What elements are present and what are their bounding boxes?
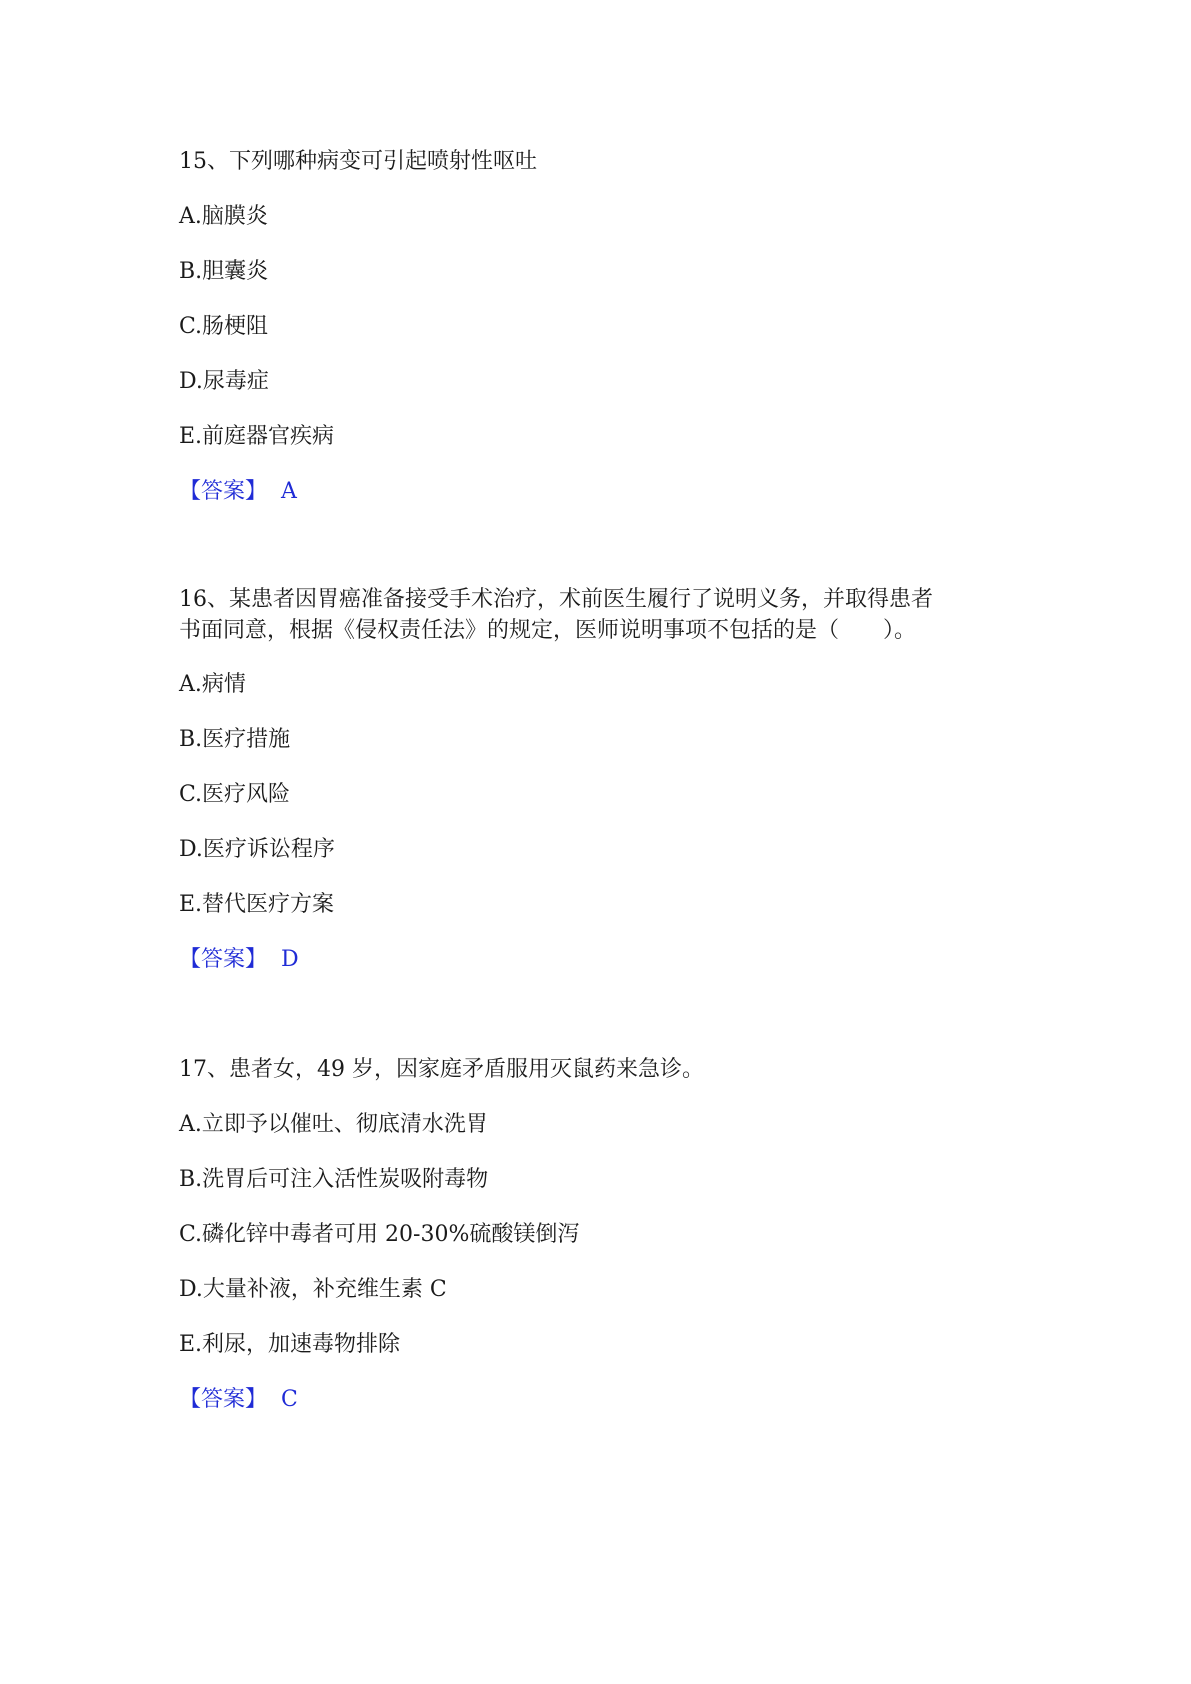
answer-line (179, 477, 297, 507)
option-a: A.病情 (179, 672, 246, 697)
question-stem-continued: 书面同意，根据《侵权责任法》的规定，医师说明事项不包括的是（ ）。 (179, 618, 917, 643)
answer-value: A (281, 479, 297, 504)
answer-label: 【答案】 (179, 479, 268, 504)
option-a: A.脑膜炎 (179, 204, 268, 229)
answer-line (179, 1385, 298, 1415)
answer-label: 【答案】 (179, 1387, 268, 1412)
option-c: C.肠梗阻 (179, 314, 269, 339)
option-e: E.前庭器官疾病 (179, 424, 335, 449)
option-d: D.医疗诉讼程序 (179, 837, 335, 862)
answer-value: C (281, 1387, 298, 1412)
answer-value: D (281, 947, 299, 972)
question-stem: 17、患者女，49 岁，因家庭矛盾服用灭鼠药来急诊。 (179, 1057, 704, 1082)
option-d: D.大量补液，补充维生素 C (179, 1277, 447, 1302)
option-c: C.磷化锌中毒者可用 20-30%硫酸镁倒泻 (179, 1222, 580, 1247)
question-stem: 15、下列哪种病变可引起喷射性呕吐 (179, 149, 537, 174)
answer-line (179, 945, 299, 975)
question-stem: 16、某患者因胃癌准备接受手术治疗，术前医生履行了说明义务，并取得患者 (179, 587, 933, 612)
option-d: D.尿毒症 (179, 369, 269, 394)
option-e: E.替代医疗方案 (179, 892, 335, 917)
option-c: C.医疗风险 (179, 782, 291, 807)
option-b: B.医疗措施 (179, 727, 291, 752)
option-a: A.立即予以催吐、彻底清水洗胃 (179, 1112, 488, 1137)
answer-label: 【答案】 (179, 947, 268, 972)
option-e: E.利尿，加速毒物排除 (179, 1332, 401, 1357)
option-b: B.胆囊炎 (179, 259, 269, 284)
option-b: B.洗胃后可注入活性炭吸附毒物 (179, 1167, 489, 1192)
